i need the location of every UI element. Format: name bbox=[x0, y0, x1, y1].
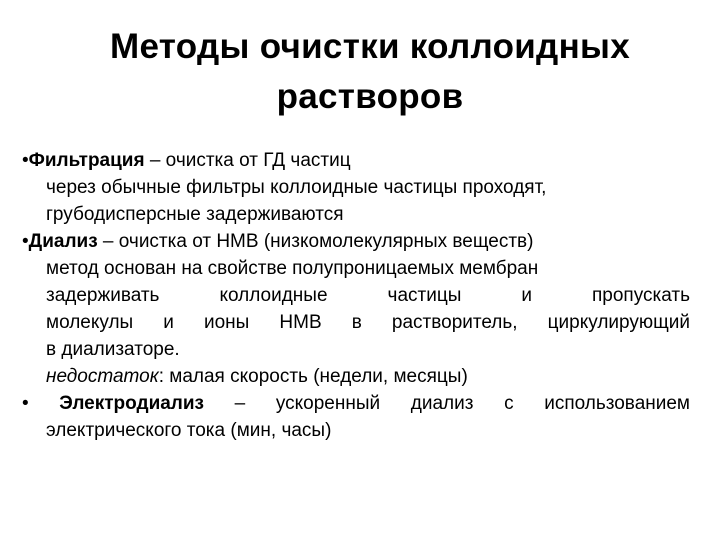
electrodialysis-definition: – ускоренный диализ с использованием bbox=[204, 393, 690, 414]
filtration-definition: – очистка от ГД частиц bbox=[144, 150, 351, 171]
slide-title bbox=[40, 22, 700, 122]
dialysis-definition: – очистка от НМВ (низкомолекулярных веществ) bbox=[97, 231, 534, 252]
dialysis-drawback bbox=[22, 363, 690, 390]
title-line-2: растворов bbox=[276, 77, 464, 116]
bullet: • bbox=[22, 150, 29, 171]
filtration-heading bbox=[22, 147, 690, 174]
drawback-label: недостаток bbox=[46, 366, 159, 387]
electrodialysis-term: Электродиализ bbox=[59, 393, 205, 414]
dialysis-line-1: метод основан на свойстве полупроницаемых мембран bbox=[46, 258, 539, 279]
dialysis-line-4: в диализаторе. bbox=[46, 339, 180, 360]
dialysis-line-3: молекулы и ионы НМВ в растворитель, циркулирующий bbox=[46, 312, 690, 333]
drawback-text: : малая скорость (недели, месяцы) bbox=[158, 366, 468, 387]
list-item-dialysis bbox=[22, 228, 690, 390]
bullet: • bbox=[22, 231, 29, 252]
dialysis-line-2: задерживать коллоидные частицы и пропускать bbox=[46, 285, 690, 306]
filtration-line-2: грубодисперсные задерживаются bbox=[46, 204, 344, 225]
dialysis-term: Диализ bbox=[28, 231, 98, 252]
title-line-1: Методы очистки коллоидных bbox=[110, 27, 630, 66]
electrodialysis-heading bbox=[22, 390, 690, 417]
dialysis-heading bbox=[22, 228, 690, 255]
bullet: • bbox=[22, 393, 29, 414]
electrodialysis-line-1: электрического тока (мин, часы) bbox=[46, 420, 332, 441]
filtration-term: Фильтрация bbox=[28, 150, 145, 171]
slide-body bbox=[22, 147, 690, 444]
filtration-line-1: через обычные фильтры коллоидные частицы проходят, bbox=[46, 177, 547, 198]
list-item-filtration bbox=[22, 147, 690, 228]
list-item-electrodialysis bbox=[22, 390, 690, 444]
